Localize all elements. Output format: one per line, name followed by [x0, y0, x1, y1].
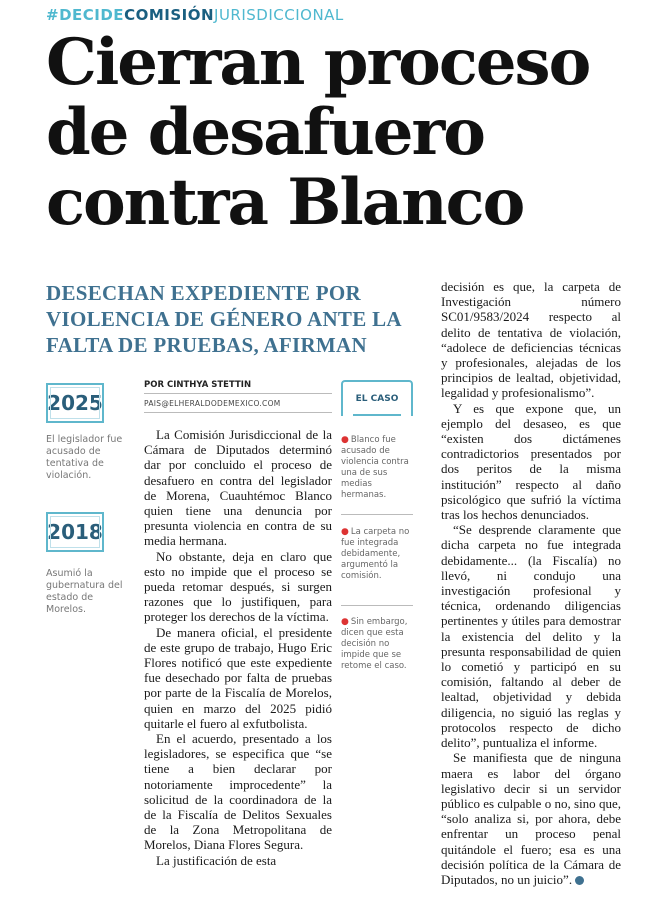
sidebar-item: [341, 435, 417, 501]
sidebar-item-text: La carpeta no fue integrada debidamente, argumentó la comisión.: [341, 527, 410, 581]
sidebar-box: [341, 380, 413, 416]
bullet-icon: ●: [341, 527, 349, 537]
headline-line-1: Cierran proceso: [46, 25, 590, 100]
end-mark-icon: H: [575, 876, 584, 885]
article-column-2: [441, 279, 621, 887]
sidebar-divider: [341, 514, 413, 515]
bullet-icon: ●: [341, 617, 349, 627]
headline-line-2: de desafuero: [46, 95, 484, 170]
sidebar-title: EL CASO: [341, 380, 413, 416]
paragraph: “Se desprende claramente que dicha carpeta no fue integrada debidamente... (la Fiscalía) no llevó, ni condujo una investigación profesional y técnica, ordenando diligencias pertinentes y útiles para demostrar la existencia del delito y la presunta responsabilidad de quien lo cometió y participó en su comisión, faltando al deber de lealtad, objetividad y debida diligencia, no siguió las reglas y protocolos respecto de dicho delito”, puntualiza el informe.: [441, 522, 621, 751]
timeline-text: Asumió la gubernatura del estado de Morelos.: [46, 568, 123, 615]
author-email: PAIS@ELHERALDODEMEXICO.COM: [144, 399, 281, 408]
email-divider: [144, 412, 332, 413]
sidebar-item: [341, 617, 417, 672]
sidebar-divider: [341, 605, 413, 606]
tag-part-2: COMISIÓN: [124, 6, 215, 24]
article-column-1: [144, 427, 332, 868]
timeline-year-box: [46, 512, 104, 552]
sidebar-item-text: Blanco fue acusado de violencia contra una de sus medias hermanas.: [341, 435, 409, 500]
byline: POR CINTHYA STETTIN: [144, 380, 252, 390]
timeline-year: 2025: [47, 391, 103, 415]
tag-part-3: JURISDICCIONAL: [214, 6, 344, 24]
paragraph: [441, 750, 621, 887]
paragraph: No obstante, deja en claro que esto no impide que el proceso se pueda retomar después, si surgen razones que lo justifiquen, para proteger los derechos de la víctima.: [144, 548, 332, 625]
timeline-text: El legislador fue acusado de tentativa de violación.: [46, 434, 123, 481]
subheadline: DESECHAN EXPEDIENTE POR VIOLENCIA DE GÉNERO ANTE LA FALTA DE PRUEBAS, AFIRMAN: [46, 281, 401, 357]
timeline-year-box: [46, 383, 104, 423]
timeline-year: 2018: [47, 520, 103, 544]
paragraph-text: Se manifiesta que de ninguna maera es labor del órgano legislativo decir si un servidor público es culpable o no, sino que, “solo analiza si, por ahora, debe enfrentar un proceso penal quitándole el fuero; esa es una decisión política de la Cámara de Diputados, no un juicio”.: [441, 750, 621, 887]
paragraph: La Comisión Jurisdiccional de la Cámara de Diputados determinó dar por concluido el proceso de desafuero en contra del legislador de Morena, Cuauhtémoc Blanco quien tiene una denuncia por presunta violencia en contra de su media hermana.: [144, 427, 332, 549]
paragraph: decisión es que, la carpeta de Investigación número SC01/9583/2024 respecto al delito de tentativa de violación, “adolece de deficiencias técnicas y profesionales, alejadas de los principios de lealtad, objetividad, legalidad y profesionalismo”.: [441, 279, 621, 401]
headline-line-3: contra Blanco: [46, 165, 524, 240]
bullet-icon: ●: [341, 435, 349, 445]
tag-part-1: #DECIDE: [46, 6, 125, 24]
paragraph: Y es que expone que, un ejemplo del desaseo, es que “existen dos dictámenes contradictorios presentados por dos peritos de la misma institución” respecto al daño psicológico que sufrió la víctima tras los hechos denunciados.: [441, 400, 621, 523]
paragraph: En el acuerdo, presentado a los legisladores, se especifica que “se tiene a bien declarar por notoriamente improcedente” la solicitud de la coordinadora de la de la Fiscalía de Delitos Sexuales de la Zona Metropolitana de Morelos, Diana Flores Segura.: [144, 731, 332, 853]
byline-divider: [144, 393, 332, 394]
section-tag: [46, 6, 344, 24]
paragraph: De manera oficial, el presidente de este grupo de trabajo, Hugo Eric Flores notificó que este expediente fue desechado por falta de pruebas por parte de la Fiscalía de Morelos, quien en marzo del 2025 pidió quitarle el fuero al exfutbolista.: [144, 624, 332, 731]
sidebar-item-text: Sin embargo, dicen que esta decisión no impide que se retome el caso.: [341, 617, 408, 671]
paragraph: La justificación de esta: [156, 852, 277, 868]
sidebar-item: [341, 527, 417, 582]
headline: [46, 25, 646, 240]
